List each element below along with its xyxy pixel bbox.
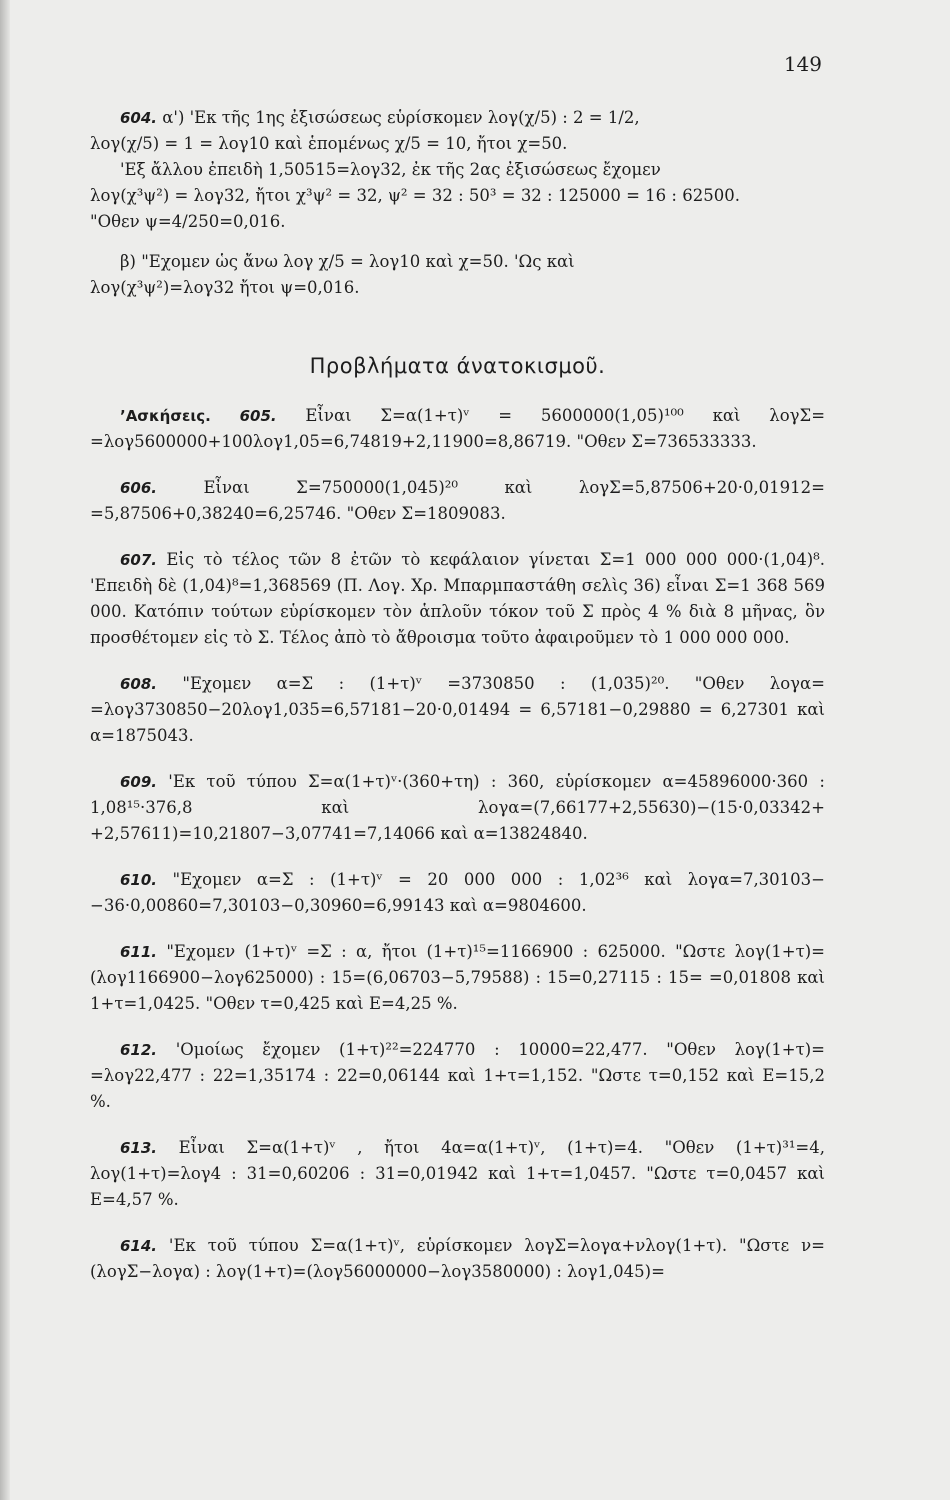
page-edge-shadow [0, 0, 10, 1500]
exercise-606: 606. Εἶναι Σ=750000(1,045)²⁰ καὶ λογΣ=5,87506+20·0,01912= =5,87506+0,38240=6,25746. "Οθεν Σ=1809083. [90, 478, 825, 523]
exercise-612: 612. 'Ομοίως ἔχομεν (1+τ)²²=224770 : 10000=22,477. "Οθεν λογ(1+τ)= =λογ22,477 : 22=1,35174 : 22=0,06144 καὶ 1+τ=1,152. "Ωστε τ=0,152 καὶ Ε=15,2 %. [90, 1040, 825, 1111]
exercise-611: 611. "Εχομεν (1+τ)ᵛ =Σ : α, ἤτοι (1+τ)¹⁵=1166900 : 625000. "Ωστε λογ(1+τ)=(λογ1166900−λογ625000) : 15=(6,06703−5,79588) : 15=0,27115 : 15= =0,01808 καὶ 1+τ=1,0425. "Οθεν τ=0,425 καὶ Ε=4,25 %. [90, 942, 825, 1013]
exercise-604b-line-1: β) "Εχομεν ὡς ἄνω λογ χ/5 = λογ10 καὶ χ=50. 'Ως καὶ [120, 252, 575, 271]
exercise-614: 614. 'Εκ τοῦ τύπου Σ=α(1+τ)ᵛ, εὑρίσκομεν λογΣ=λογα+νλογ(1+τ). "Ωστε ν=(λογΣ−λογα) : λογ(1+τ)=(λογ56000000−λογ3580000) : λογ1,045)= [90, 1236, 825, 1281]
exercise-604-line-4: λογ(χ³ψ²) = λογ32, ἤτοι χ³ψ² = 32, ψ² = 32 : 50³ = 32 : 125000 = 16 : 62500. [90, 186, 740, 205]
exercise-604-line-1: 604. α') 'Εκ τῆς 1ης ἐξισώσεως εὑρίσκομεν λογ(χ/5) : 2 = 1/2, [120, 108, 640, 127]
exercise-607: 607. Εἰς τὸ τέλος τῶν 8 ἐτῶν τὸ κεφάλαιον γίνεται Σ=1 000 000 000·(1,04)⁸. 'Επειδὴ δὲ (1,04)⁸=1,368569 (Π. Λογ. Χρ. Μπαρμπαστάθη σελὶς 36) εἶναι Σ=1 368 569 000. Κατόπιν τούτων εὑρίσκομεν τὸν ἁπλοῦν τόκον τοῦ Σ πρὸς 4 % διὰ 8 μῆνας, ὃν προσθέτομεν εἰς τὸ Σ. Τέλος ἀπὸ τὸ ἄθροισμα τοῦτο ἀφαιροῦμεν τὸ 1 000 000 000. [90, 550, 825, 647]
exercise-608: 608. "Εχομεν α=Σ : (1+τ)ᵛ =3730850 : (1,035)²⁰. "Οθεν λογα= =λογ3730850−20λογ1,035=6,57181−20·0,01494 = 6,57181−0,29880 = 6,27301 καὶ α=1875043. [90, 674, 826, 745]
exercise-604b-line-2: λογ(χ³ψ²)=λογ32 ἤτοι ψ=0,016. [90, 278, 360, 297]
exercise-604-line-2: λογ(χ/5) = 1 = λογ10 καὶ ἑπομένως χ/5 = 10, ἤτοι χ=50. [90, 134, 568, 153]
exercises-label: ’Ασκήσεις. [120, 407, 211, 425]
exercise-604-line-3: 'Εξ ἄλλου ἐπειδὴ 1,50515=λογ32, ἐκ τῆς 2ας ἐξισώσεως ἔχομεν [120, 160, 661, 179]
section-title: Προβλήματα άνατοκισμοῦ. [309, 354, 606, 378]
page-number: 149 [783, 52, 822, 76]
page-body [90, 105, 825, 1285]
exercise-604-line-5: "Οθεν ψ=4/250=0,016. [90, 212, 286, 231]
exercise-605: ’Ασκήσεις. 605. Εἶναι Σ=α(1+τ)ᵛ = 5600000(1,05)¹⁰⁰ καὶ λογΣ= =λογ5600000+100λογ1,05=6,74819+2,11900=8,86719. "Οθεν Σ=736533333. [90, 406, 826, 451]
exercise-609: 609. 'Εκ τοῦ τύπου Σ=α(1+τ)ᵛ·(360+τη) : 360, εὑρίσκομεν α=45896000·360 : 1,08¹⁵·376,8 καὶ λογα=(7,66177+2,55630)−(15·0,03342+ +2,57611)=10,21807−3,07741=7,14066 καὶ α=13824840. [90, 772, 825, 843]
exercise-610: 610. "Εχομεν α=Σ : (1+τ)ᵛ = 20 000 000 : 1,02³⁶ καὶ λογα=7,30103− −36·0,00860=7,30103−0,30960=6,99143 καὶ α=9804600. [90, 870, 825, 915]
exercise-613: 613. Εἶναι Σ=α(1+τ)ᵛ , ἤτοι 4α=α(1+τ)ᵛ, (1+τ)=4. "Οθεν (1+τ)³¹=4, λογ(1+τ)=λογ4 : 31=0,60206 : 31=0,01942 καὶ 1+τ=1,0457. "Ωστε τ=0,0457 καὶ Ε=4,57 %. [90, 1138, 825, 1209]
